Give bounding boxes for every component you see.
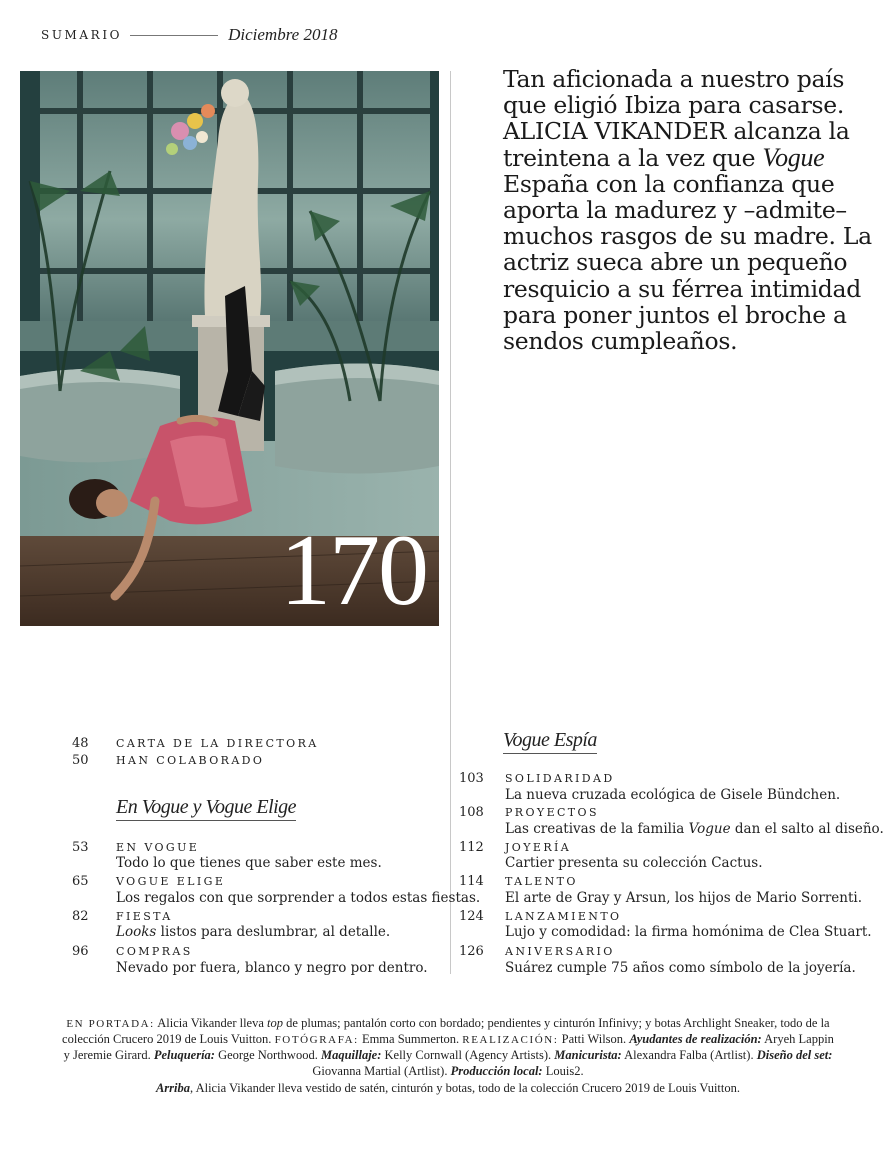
toc-page-number[interactable]: 50 xyxy=(72,753,89,768)
cover-story-page-number: 170 xyxy=(280,514,427,626)
cover-story-intro xyxy=(503,66,883,354)
photo-caption xyxy=(60,1081,836,1096)
credit-label: Peluquería: xyxy=(153,1048,215,1063)
toc-category[interactable]: SOLIDARIDAD xyxy=(505,772,615,785)
toc-page-number[interactable]: 65 xyxy=(72,874,89,889)
toc-category[interactable]: ANIVERSARIO xyxy=(505,945,615,958)
cover-photo xyxy=(20,71,439,626)
toc-description xyxy=(505,821,884,837)
credit-label: Maquillaje: xyxy=(320,1048,382,1063)
toc-description-text: dan el salto al diseño. xyxy=(730,821,884,837)
section-title-left[interactable]: En Vogue y Vogue Elige xyxy=(116,796,296,821)
credit-text: Alexandra Falba (Artlist). xyxy=(621,1048,754,1063)
toc-category[interactable]: EN VOGUE xyxy=(116,841,200,854)
intro-magazine-name: Vogue xyxy=(762,142,825,172)
intro-text-b: España con la confianza que aporta la madurez y –admite– muchos rasgos de su madre. La actriz sueca abre un pequeño resquicio a su férrea intimidad para poner juntos el broche a sendos cumpleaños. xyxy=(503,169,872,356)
toc-category[interactable]: PROYECTOS xyxy=(505,806,599,819)
credit-text: de plumas; pantalón corto con bordado; pendientes y cinturón Infinivy; y botas Archlight Sneaker, todo de la colección Crucero 2019 de Louis Vuitton. xyxy=(62,1016,830,1047)
issue-date: Diciembre 2018 xyxy=(228,25,338,44)
page-header xyxy=(41,24,337,46)
toc-page-number[interactable]: 108 xyxy=(459,805,484,820)
caption-text: , Alicia Vikander lleva vestido de satén, cinturón y botas, todo de la colección Crucero 2019 de Louis Vuitton. xyxy=(190,1081,741,1095)
toc-page-number[interactable]: 112 xyxy=(459,840,484,855)
credit-label: Manicurista: xyxy=(554,1048,622,1063)
toc-page-number[interactable]: 103 xyxy=(459,771,484,786)
credit-text: Giovanna Martial (Artlist). xyxy=(312,1063,448,1078)
toc-category[interactable]: HAN COLABORADO xyxy=(116,754,265,767)
credit-text: Alicia Vikander lleva xyxy=(154,1016,268,1030)
credit-text: Louis2. xyxy=(542,1063,584,1078)
credit-text: Emma Summerton. xyxy=(358,1032,460,1047)
toc-description: Los regalos con que sorprender a todos estas fiestas. xyxy=(116,890,481,906)
toc-description-emphasis: Looks xyxy=(116,924,157,940)
caption-label: Arriba xyxy=(155,1081,191,1095)
credit-label: Producción local: xyxy=(450,1063,543,1078)
toc-description xyxy=(116,924,390,940)
toc-category[interactable]: LANZAMIENTO xyxy=(505,910,622,923)
toc-page-number[interactable]: 53 xyxy=(72,840,89,855)
toc-page-number[interactable]: 96 xyxy=(72,944,89,959)
toc-category[interactable]: COMPRAS xyxy=(116,945,193,958)
cover-credits xyxy=(60,1016,836,1079)
credit-text: Aryeh Lappin y Jeremie Girard. xyxy=(63,1032,834,1063)
section-label: SUMARIO xyxy=(41,28,123,42)
toc-page-number[interactable]: 82 xyxy=(72,909,89,924)
toc-category[interactable]: JOYERÍA xyxy=(505,841,572,854)
toc-description: Cartier presenta su colección Cactus. xyxy=(505,855,763,871)
toc-page-number[interactable]: 124 xyxy=(459,909,484,924)
credit-label: FOTÓGRAFA: xyxy=(274,1034,359,1047)
toc-description: La nueva cruzada ecológica de Gisele Bündchen. xyxy=(505,787,841,803)
toc-description: Suárez cumple 75 años como símbolo de la joyería. xyxy=(505,960,856,976)
credit-label: EN PORTADA: xyxy=(66,1018,155,1030)
credit-label: Ayudantes de realización: xyxy=(629,1032,762,1047)
toc-description: Lujo y comodidad: la firma homónima de Clea Stuart. xyxy=(505,924,872,940)
toc-page-number[interactable]: 114 xyxy=(459,874,484,889)
credit-emphasis: top xyxy=(267,1016,284,1030)
column-divider xyxy=(450,71,451,974)
toc-description: El arte de Gray y Arsun, los hijos de Mario Sorrenti. xyxy=(505,890,863,906)
credit-label: REALIZACIÓN: xyxy=(462,1034,559,1047)
section-title-right[interactable]: Vogue Espía xyxy=(503,729,597,754)
toc-description: Todo lo que tienes que saber este mes. xyxy=(116,855,382,871)
credit-text: George Northwood. xyxy=(214,1048,318,1063)
toc-category[interactable]: TALENTO xyxy=(505,875,578,888)
toc-category[interactable]: CARTA DE LA DIRECTORA xyxy=(116,737,319,750)
toc-description-text: Las creativas de la familia xyxy=(505,821,689,837)
toc-description-text: listos para deslumbrar, al detalle. xyxy=(156,924,391,940)
credit-label: Diseño del set: xyxy=(756,1048,833,1063)
toc-category[interactable]: VOGUE ELIGE xyxy=(116,875,226,888)
toc-page-number[interactable]: 48 xyxy=(72,736,89,751)
toc-description: Nevado por fuera, blanco y negro por dentro. xyxy=(116,960,428,976)
credit-text: Patti Wilson. xyxy=(558,1032,627,1047)
credit-text: Kelly Cornwall (Agency Artists). xyxy=(381,1048,552,1063)
toc-page-number[interactable]: 126 xyxy=(459,944,484,959)
intro-text-a: Tan aficionada a nuestro país que eligió Ibiza para casarse. ALICIA VIKANDER alcanza la treintena a la vez que xyxy=(503,65,850,172)
toc-category[interactable]: FIESTA xyxy=(116,910,173,923)
toc-description-emphasis: Vogue xyxy=(688,821,731,837)
header-rule xyxy=(130,35,218,36)
